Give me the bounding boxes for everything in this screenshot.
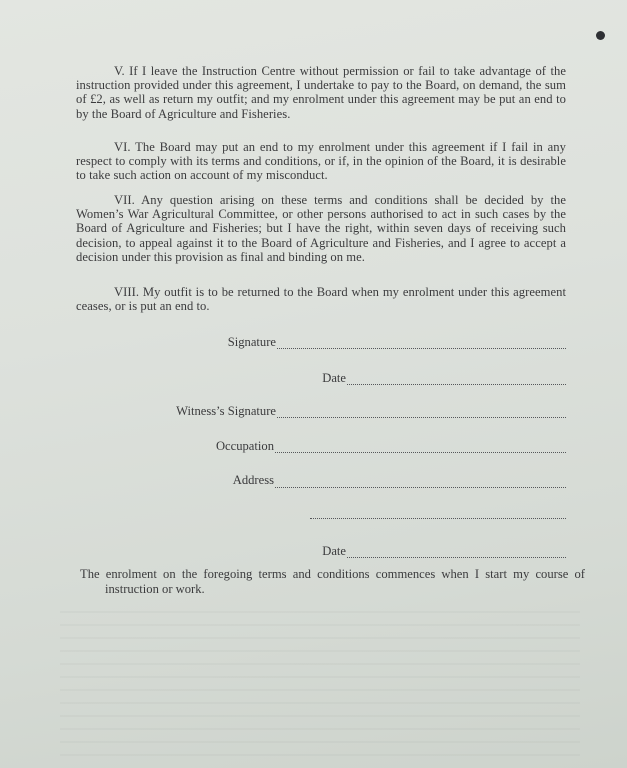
date-line-2[interactable] (347, 557, 566, 558)
witness-signature-line[interactable] (277, 417, 566, 418)
date-label-2: Date (322, 544, 346, 558)
signature-label: Signature (227, 335, 276, 349)
signature-line[interactable] (277, 348, 566, 349)
witness-signature-label: Witness’s Signature (176, 404, 276, 418)
clause-v: V. If I leave the Instruction Centre without permission or fail to take advantage of the instruction provided under this agreement, I undertake to pay to the Board, on demand, the sum of £2, as well as return my outfit; and my enrolment under this agreement may be put an end to by the Board of Agriculture and Fisheries. (76, 64, 566, 121)
date-label: Date (322, 371, 346, 385)
address-label: Address (232, 473, 274, 487)
clause-vii: VII. Any question arising on these terms and conditions shall be decided by the Women’s War Agricultural Committee, or other persons authorised to act in such cases by the Board of Agriculture and Fisheries; but I have the right, within seven days of receiving such decision, to appeal against it to the Board of Agriculture and Fisheries, and I agree to accept a decision under this provision as final and binding on me. (76, 193, 566, 264)
closing-statement: The enrolment on the foregoing terms and conditions commences when I start my course of instruction or work. (80, 567, 585, 596)
address-line-1[interactable] (275, 487, 566, 488)
address-line-2[interactable] (310, 518, 566, 519)
clause-vi: VI. The Board may put an end to my enrolment under this agreement if I fail in any respect to comply with its terms and conditions, or if, in the opinion of the Board, it is desirable to take such action on account of my misconduct. (76, 140, 566, 183)
occupation-label: Occupation (215, 439, 274, 453)
date-line[interactable] (347, 384, 566, 385)
occupation-line[interactable] (275, 452, 566, 453)
punch-hole (596, 31, 605, 40)
show-through-text (60, 600, 580, 760)
clause-viii: VIII. My outfit is to be returned to the Board when my enrolment under this agreement ceases, or is put an end to. (76, 285, 566, 314)
